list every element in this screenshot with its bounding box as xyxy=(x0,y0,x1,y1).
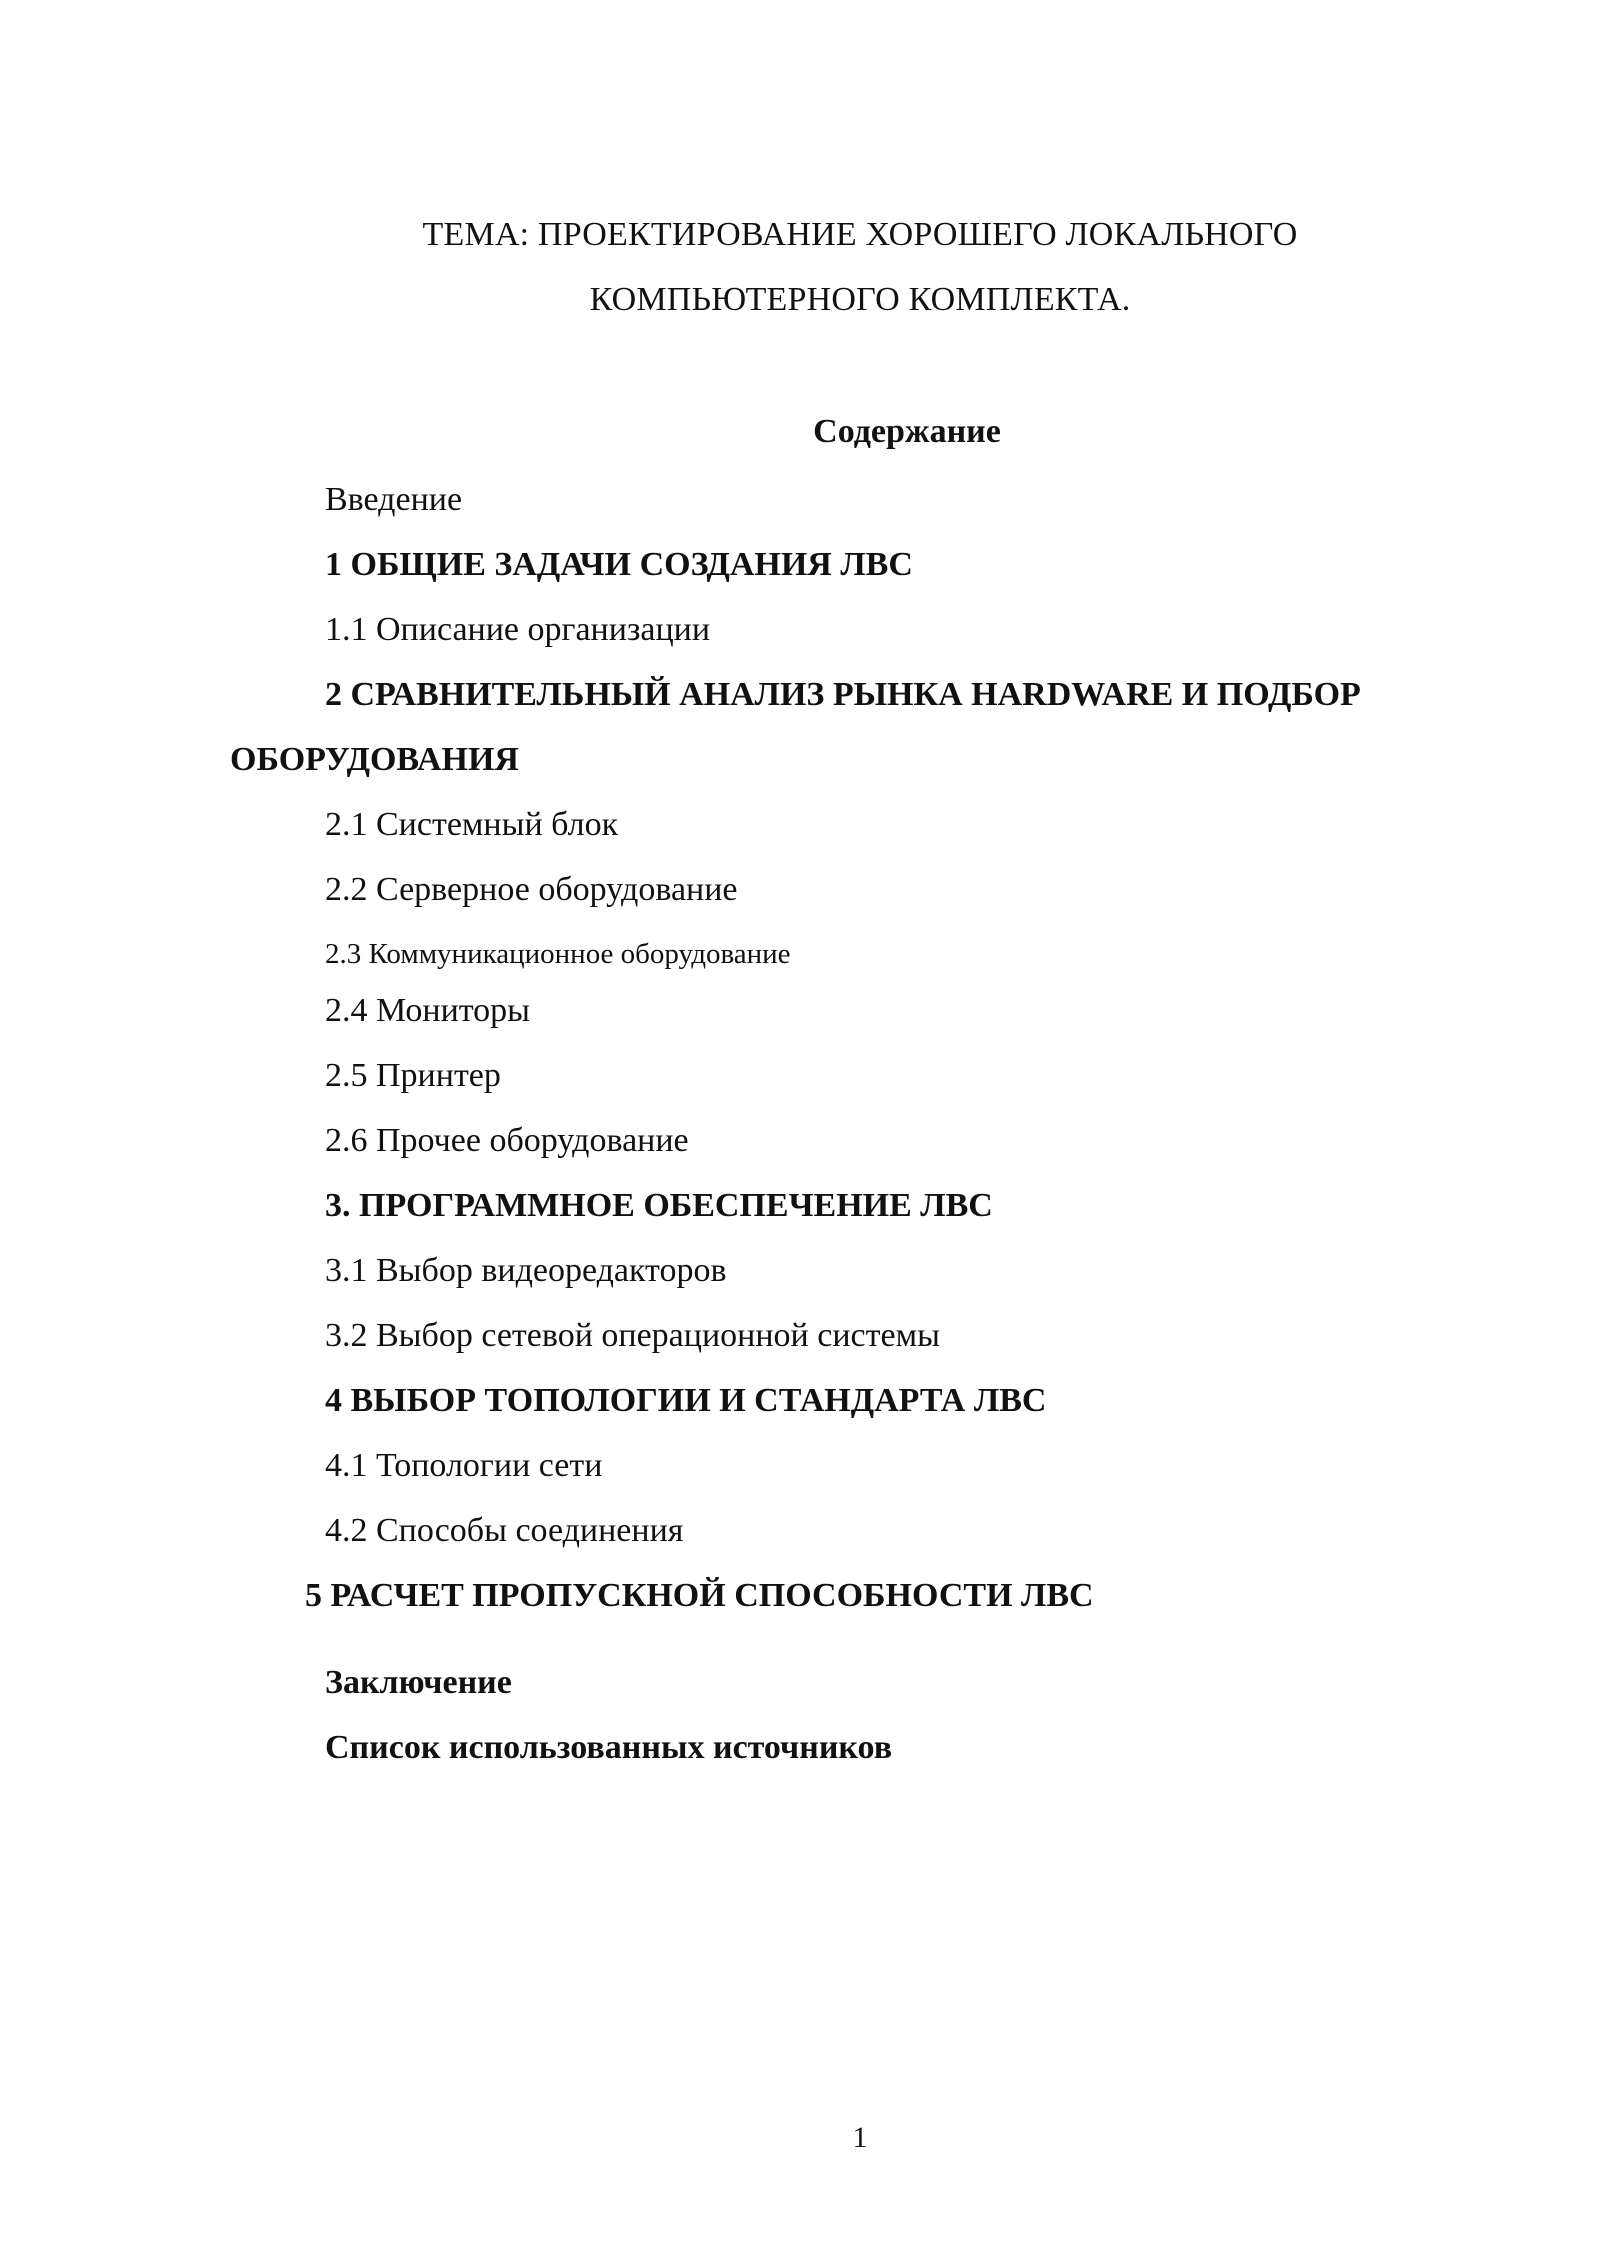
toc-item-2-6: 2.6 Прочее оборудование xyxy=(325,1122,689,1159)
contents-heading: Содержание xyxy=(813,413,1001,450)
page-number: 1 xyxy=(852,2121,868,2154)
toc-item-section-1: 1 ОБЩИЕ ЗАДАЧИ СОЗДАНИЯ ЛВС xyxy=(325,546,913,583)
document-title-line-1: ТЕМА: ПРОЕКТИРОВАНИЕ ХОРОШЕГО ЛОКАЛЬНОГО xyxy=(422,216,1298,253)
toc-item-1-1: 1.1 Описание организации xyxy=(325,611,711,648)
toc-item-4-1: 4.1 Топологии сети xyxy=(325,1447,603,1484)
toc-item-2-1: 2.1 Системный блок xyxy=(325,806,619,843)
document-title-line-2: КОМПЬЮТЕРНОГО КОМПЛЕКТА. xyxy=(589,281,1131,318)
toc-item-section-2: 2 СРАВНИТЕЛЬНЫЙ АНАЛИЗ РЫНКА HARDWARE И ПОДБОР xyxy=(325,676,1361,713)
toc-item-section-2-continued: ОБОРУДОВАНИЯ xyxy=(230,741,519,778)
toc-item-2-3: 2.3 Коммуникационное оборудование xyxy=(325,938,791,970)
toc-item-introduction: Введение xyxy=(325,481,463,518)
toc-item-2-5: 2.5 Принтер xyxy=(325,1057,501,1094)
toc-item-section-4: 4 ВЫБОР ТОПОЛОГИИ И СТАНДАРТА ЛВС xyxy=(325,1382,1047,1419)
toc-item-4-2: 4.2 Способы соединения xyxy=(325,1512,684,1549)
toc-item-2-2: 2.2 Серверное оборудование xyxy=(325,871,738,908)
toc-item-3-2: 3.2 Выбор сетевой операционной системы xyxy=(325,1317,940,1354)
toc-item-conclusion: Заключение xyxy=(325,1664,512,1701)
toc-item-section-5: 5 РАСЧЕТ ПРОПУСКНОЙ СПОСОБНОСТИ ЛВС xyxy=(305,1577,1094,1614)
toc-item-references: Список использованных источников xyxy=(325,1729,893,1766)
toc-item-2-4: 2.4 Мониторы xyxy=(325,992,531,1029)
toc-item-3-1: 3.1 Выбор видеоредакторов xyxy=(325,1252,727,1289)
toc-item-section-3: 3. ПРОГРАММНОЕ ОБЕСПЕЧЕНИЕ ЛВС xyxy=(325,1187,993,1224)
